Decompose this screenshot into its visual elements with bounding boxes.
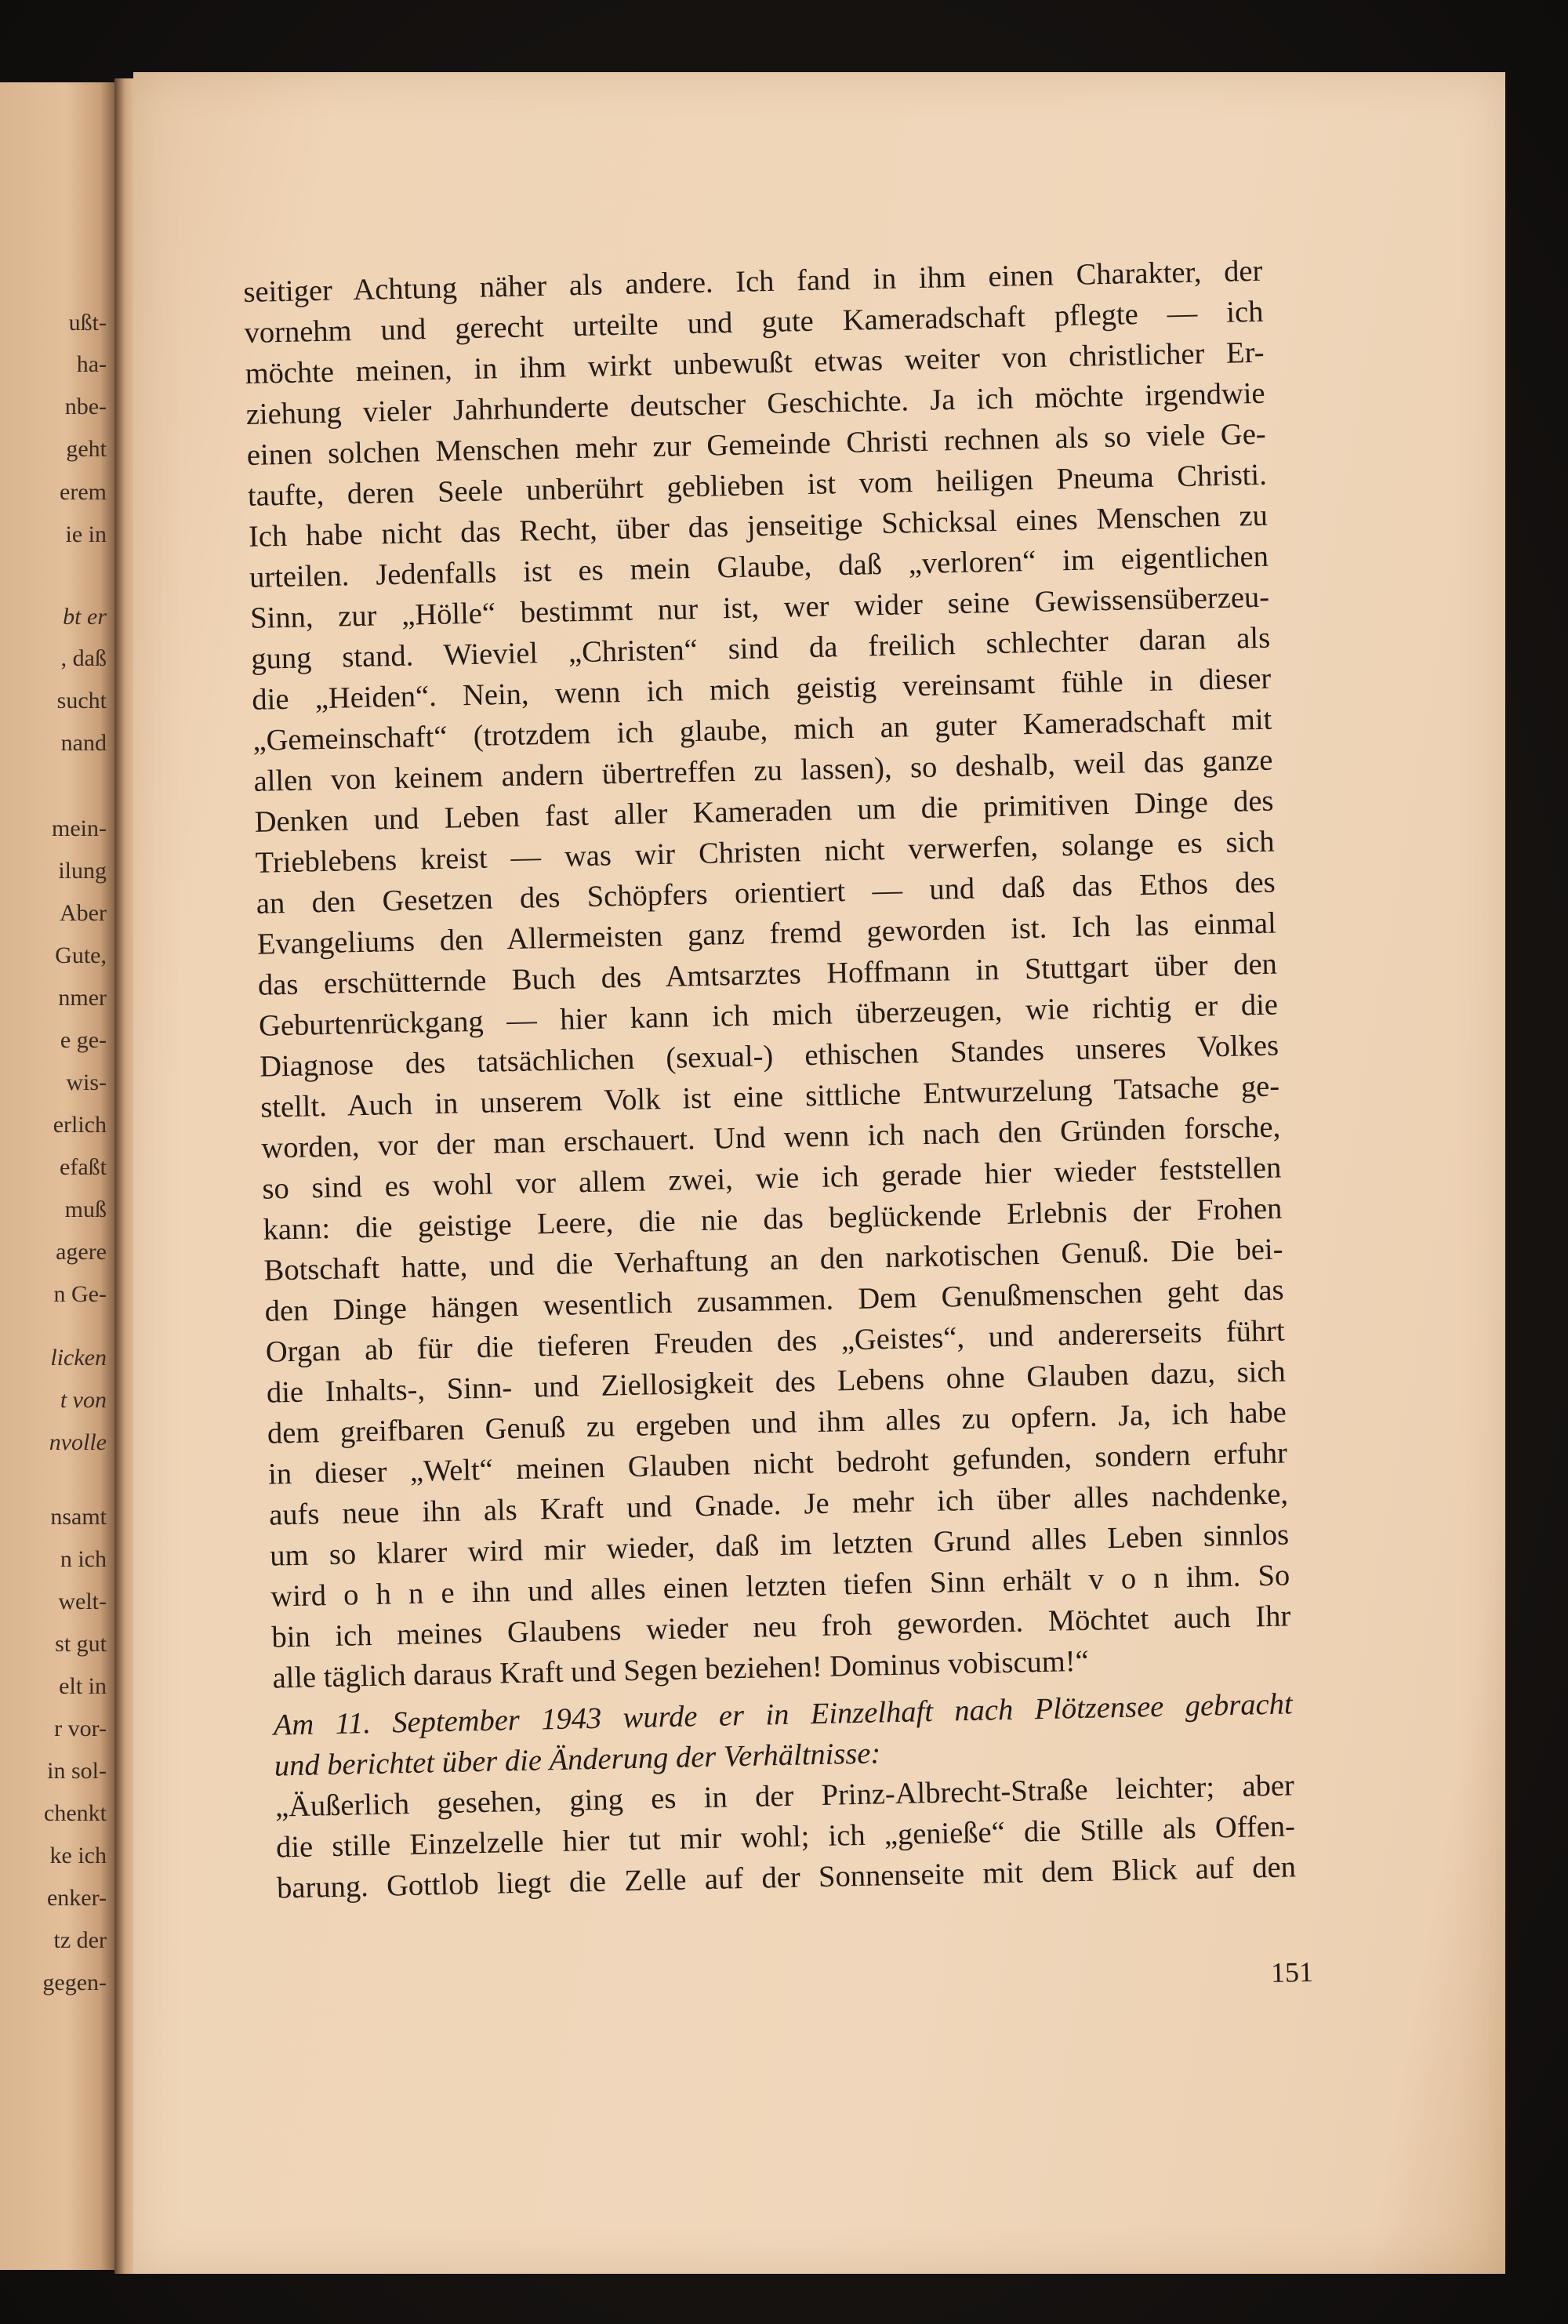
text-line: „Äußerlich gesehen, ging es in der Prinz-Albrecht-Straße leichter; aber — [274, 1769, 1295, 1824]
previous-page-fragment: st gut — [55, 1631, 107, 1657]
previous-page-fragment: Gute, — [55, 942, 107, 968]
text-line: Diagnose des tatsächlichen (sexual-) ethischen Standes unseres Volkes — [259, 1029, 1279, 1084]
text-line: worden, vor der man erschauert. Und wenn ich nach den Gründen forsche, — [260, 1110, 1281, 1165]
previous-page-fragment: in sol- — [47, 1758, 107, 1784]
text-line: alle täglich daraus Kraft und Segen beziehen! Dominus vobiscum!“ — [272, 1644, 1090, 1695]
previous-page-fragment: r vor- — [54, 1716, 107, 1741]
text-line: taufte, deren Seele unberührt geblieben ist vom heiligen Pneuma Christi. — [247, 458, 1268, 513]
text-line: die Inhalts-, Sinn- und Ziellosigkeit des Lebens ohne Glauben dazu, sich — [266, 1355, 1287, 1410]
text-line: so sind es wohl vor allem zwei, wie ich gerade hier wieder feststellen — [262, 1151, 1282, 1206]
italic-text-line: Am 11. September 1943 wurde er in Einzelhaft nach Plötzensee gebracht — [273, 1687, 1293, 1742]
previous-page-fragment: n Ge- — [53, 1281, 107, 1307]
previous-page-fragment: sucht — [56, 688, 107, 714]
previous-page-fragment: geht — [66, 436, 107, 462]
previous-page-fragment: e ge- — [60, 1027, 107, 1053]
previous-page-fragment: Aber — [60, 900, 107, 926]
previous-page-fragment: enker- — [46, 1885, 107, 1911]
previous-page-fragment: nand — [60, 730, 107, 756]
previous-page-fragment: nmer — [58, 985, 107, 1011]
previous-page-fragment: ilung — [58, 858, 107, 884]
text-line: möchte meinen, in ihm wirkt unbewußt etwas weiter von christlicher Er- — [245, 336, 1265, 390]
text-line: das erschütternde Buch des Amtsarztes Hoffmann in Stuttgart über den — [257, 947, 1278, 1002]
previous-page-fragment: ha- — [76, 351, 107, 377]
text-line: Evangeliums den Allermeisten ganz fremd geworden ist. Ich las einmal — [256, 906, 1277, 961]
text-line: gung stand. Wieviel „Christen“ sind da freilich schlechter daran als — [250, 621, 1271, 676]
previous-page-fragment: gegen- — [42, 1970, 107, 1995]
previous-page-edge — [0, 82, 118, 2270]
previous-page-fragment: mein- — [52, 815, 107, 841]
text-line: an den Gesetzen des Schöpfers orientiert — und daß das Ethos des — [256, 866, 1276, 921]
previous-page-fragment: nsamt — [50, 1504, 107, 1530]
previous-page-fragment: licken — [50, 1345, 107, 1371]
text-line: barung. Gottlob liegt die Zelle auf der Sonnenseite mit dem Blick auf den — [276, 1850, 1297, 1905]
previous-page-fragment: ie in — [65, 521, 107, 547]
previous-page-fragment: ke ich — [49, 1843, 107, 1868]
text-line: den Dinge hängen wesentlich zusammen. Dem Genußmenschen geht das — [264, 1273, 1284, 1328]
previous-page-fragment: bt er — [63, 604, 107, 630]
text-line: Sinn, zur „Hölle“ bestimmt nur ist, wer wider seine Gewissensüberzeu- — [249, 580, 1270, 635]
previous-page-fragment: chenkt — [44, 1800, 107, 1826]
text-line: aufs neue ihn als Kraft und Gnade. Je mehr ich über alles nachdenke, — [268, 1477, 1289, 1532]
text-line: in dieser „Welt“ meinen Glauben nicht bedroht gefunden, sondern erfuhr — [267, 1436, 1288, 1491]
text-line: kann: die geistige Leere, die nie das beglückende Erlebnis der Frohen — [263, 1192, 1283, 1247]
text-line: ziehung vieler Jahrhunderte deutscher Geschichte. Ja ich möchte irgendwie — [245, 376, 1265, 431]
previous-page-fragment: nbe- — [64, 394, 107, 419]
text-line: urteilen. Jedenfalls ist es mein Glaube, daß „verloren“ im eigentlichen — [249, 539, 1269, 594]
previous-page-fragment: erem — [60, 479, 107, 505]
previous-page-fragment: tz der — [53, 1927, 107, 1953]
text-line: vornehm und gerecht urteilte und gute Kameradschaft pflegte — ich — [244, 295, 1264, 350]
text-line: um so klarer wird mir wieder, daß im letzten Grund alles Leben sinnlos — [269, 1518, 1290, 1573]
text-line: Organ ab für die tieferen Freuden des „Geistes“, und andererseits führt — [265, 1314, 1286, 1369]
previous-page-fragment: wis- — [66, 1069, 107, 1095]
page-number: 151 — [1270, 1955, 1314, 1988]
previous-page-fragment: nvolle — [49, 1429, 107, 1455]
previous-page-fragment: t von — [60, 1387, 107, 1413]
previous-page-fragment: , daß — [60, 645, 107, 671]
text-line: allen von keinem andern übertreffen zu lassen), so deshalb, weil das ganze — [253, 743, 1273, 798]
text-line: dem greifbaren Genuß zu ergeben und ihm alles zu opfern. Ja, ich habe — [267, 1396, 1287, 1451]
previous-page-fragment: agere — [56, 1239, 107, 1265]
previous-page-fragment: n ich — [60, 1546, 107, 1572]
previous-page-fragment: ußt- — [68, 310, 107, 336]
book-page — [133, 72, 1505, 2274]
text-line: Botschaft hatte, und die Verhaftung an den narkotischen Genuß. Die bei- — [263, 1233, 1283, 1287]
text-line: bin ich meines Glaubens wieder neu froh geworden. Möchtet auch Ihr — [271, 1600, 1291, 1654]
previous-page-fragment: efaßt — [60, 1154, 107, 1180]
text-line: Denken und Leben fast aller Kameraden um die primitiven Dinge des — [254, 784, 1274, 839]
text-line: wird o h n e ihn und alles einen letzten tiefen Sinn erhält v o n ihm. So — [270, 1559, 1290, 1614]
text-line: die „Heiden“. Nein, wenn ich mich geistig vereinsamt fühle in dieser — [251, 662, 1272, 717]
text-line: stellt. Auch in unserem Volk ist eine sittliche Entwurzelung Tatsache ge- — [260, 1069, 1280, 1124]
previous-page-fragment: welt- — [58, 1589, 107, 1614]
text-line: einen solchen Menschen mehr zur Gemeinde Christi rechnen als so viele Ge- — [246, 417, 1267, 472]
text-line: die stille Einzelzelle hier tut mir wohl; ich „genieße“ die Stille als Offen- — [275, 1810, 1296, 1865]
page-body-text — [243, 251, 1296, 1909]
text-line: Ich habe nicht das Recht, über das jenseitige Schicksal eines Menschen zu — [248, 499, 1269, 554]
text-line: „Gemeinschaft“ (trotzdem ich glaube, mich an guter Kameradschaft mit — [252, 703, 1272, 757]
text-line: Trieblebens kreist — was wir Christen nicht verwerfen, solange es sich — [255, 825, 1275, 880]
previous-page-fragment: muß — [64, 1196, 107, 1222]
previous-page-fragment: erlich — [53, 1112, 107, 1138]
italic-text-line: und berichtet über die Änderung der Verhältnisse: — [274, 1737, 881, 1783]
previous-page-fragment: elt in — [59, 1673, 107, 1699]
text-line: Geburtenrückgang — hier kann ich mich überzeugen, wie richtig er die — [258, 988, 1279, 1043]
text-line: seitiger Achtung näher als andere. Ich fand in ihm einen Charakter, der — [243, 254, 1263, 309]
